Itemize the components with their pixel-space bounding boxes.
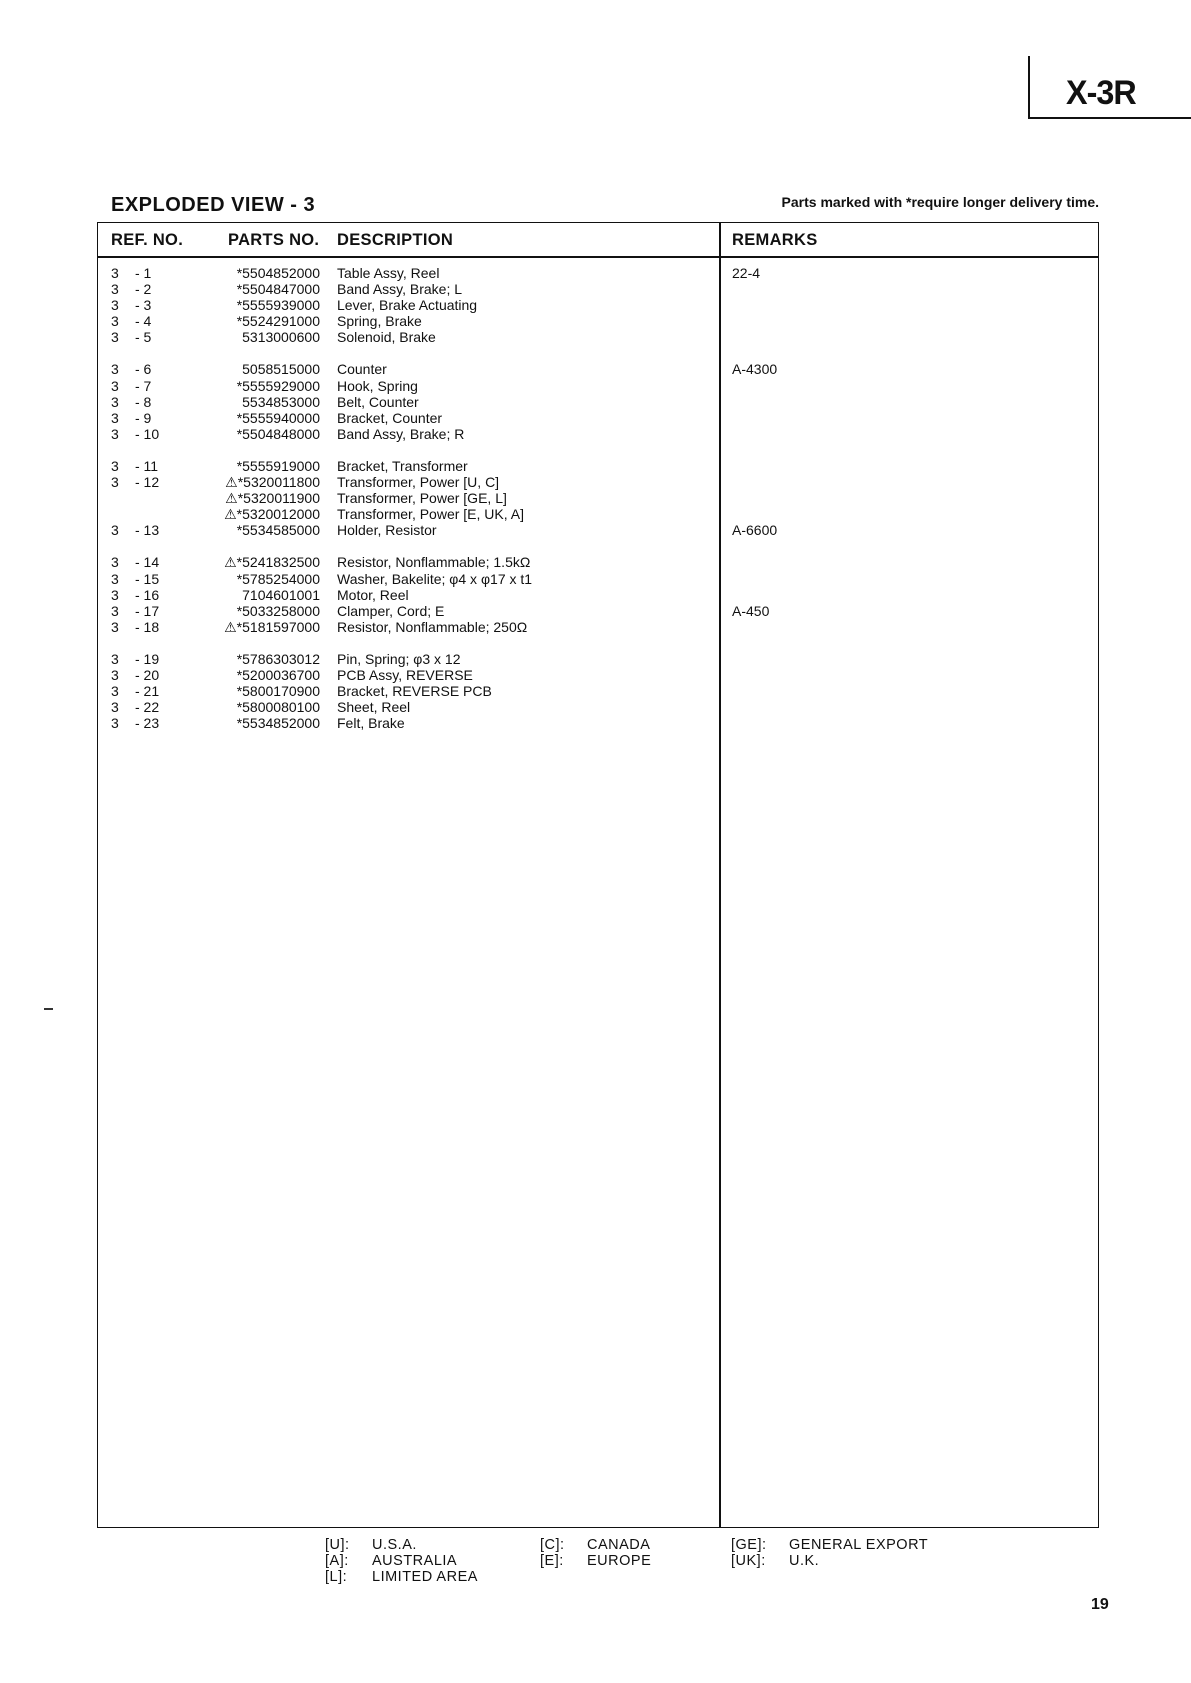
part-number: *5504848000 — [236, 425, 320, 442]
part-remark: A-6600 — [732, 522, 778, 539]
section-title: EXPLODED VIEW - 3 — [111, 194, 316, 216]
ref-no-section: 3 — [111, 618, 119, 635]
ref-no-item: - 15 — [135, 570, 160, 587]
legend-code: [UK]: — [731, 1553, 766, 1569]
ref-no-item: - 17 — [135, 602, 160, 619]
part-number: ⚠*5181597000 — [224, 618, 320, 635]
ref-no-item: - 4 — [135, 313, 152, 330]
table-row — [0, 522, 1191, 538]
part-number: *5555919000 — [236, 457, 320, 474]
ref-no-section: 3 — [111, 683, 119, 700]
ref-no-section: 3 — [111, 281, 119, 298]
ref-no-section: 3 — [111, 361, 119, 378]
part-description: Clamper, Cord; E — [337, 602, 445, 619]
part-description: Washer, Bakelite; φ4 x φ17 x t1 — [337, 570, 533, 587]
legend-name: CANADA — [587, 1537, 651, 1553]
legend-entry-australia — [325, 1553, 525, 1569]
ref-no-item: - 10 — [135, 425, 160, 442]
part-description: PCB Assy, REVERSE — [337, 666, 473, 683]
table-row — [0, 297, 1191, 313]
ref-no-item: - 13 — [135, 522, 160, 539]
part-description: Transformer, Power [E, UK, A] — [337, 506, 524, 523]
table-row — [0, 378, 1191, 394]
column-header-parts-no: PARTS NO. — [228, 231, 320, 249]
legend-name: LIMITED AREA — [372, 1569, 478, 1585]
table-row — [0, 506, 1191, 522]
ref-no-section: 3 — [111, 554, 119, 571]
part-number: *5504847000 — [236, 281, 320, 298]
part-description: Holder, Resistor — [337, 522, 437, 539]
ref-no-item: - 3 — [135, 297, 152, 314]
table-row — [0, 329, 1191, 345]
part-description: Band Assy, Brake; R — [337, 425, 465, 442]
ref-no-item: - 2 — [135, 281, 152, 298]
ref-no-section: 3 — [111, 474, 119, 491]
part-description: Bracket, Transformer — [337, 457, 468, 474]
table-row — [0, 619, 1191, 635]
table-row — [0, 490, 1191, 506]
legend-entry-europe — [540, 1553, 680, 1569]
legend-group-2 — [540, 1537, 680, 1569]
table-row — [0, 410, 1191, 426]
ref-no-item: - 21 — [135, 683, 160, 700]
part-description: Resistor, Nonflammable; 1.5kΩ — [337, 554, 531, 571]
ref-no-item: - 7 — [135, 377, 152, 394]
legend-name: GENERAL EXPORT — [789, 1537, 929, 1553]
ref-no-section: 3 — [111, 265, 119, 281]
table-row — [0, 651, 1191, 667]
table-row — [0, 313, 1191, 329]
ref-no-section: 3 — [111, 522, 119, 539]
part-description: Band Assy, Brake; L — [337, 281, 463, 298]
part-description: Bracket, REVERSE PCB — [337, 683, 492, 700]
part-number: ⚠*5320012000 — [224, 506, 320, 523]
ref-no-item: - 16 — [135, 586, 160, 603]
part-description: Pin, Spring; φ3 x 12 — [337, 650, 461, 667]
part-number: 7104601001 — [242, 586, 320, 603]
margin-mark — [44, 1008, 53, 1010]
part-description: Transformer, Power [GE, L] — [337, 490, 507, 507]
part-number: *5534585000 — [236, 522, 320, 539]
legend-code: [C]: — [540, 1537, 565, 1553]
part-remark: 22-4 — [732, 265, 761, 281]
table-row — [0, 361, 1191, 377]
column-header-remarks: REMARKS — [732, 231, 818, 249]
ref-no-section: 3 — [111, 425, 119, 442]
legend-entry-uk — [731, 1553, 981, 1569]
table-row — [0, 715, 1191, 731]
legend-group-3 — [731, 1537, 981, 1569]
model-number: X-3R — [1066, 74, 1136, 112]
ref-no-item: - 5 — [135, 329, 152, 346]
part-remark: A-450 — [732, 602, 770, 619]
ref-no-item: - 19 — [135, 650, 160, 667]
table-header-rule — [97, 256, 1099, 258]
part-number: ⚠*5320011800 — [225, 474, 320, 491]
table-row — [0, 699, 1191, 715]
column-header-ref-no: REF. NO. — [111, 231, 184, 249]
part-description: Spring, Brake — [337, 313, 422, 330]
part-number: *5534852000 — [236, 715, 320, 732]
ref-no-section: 3 — [111, 297, 119, 314]
part-number: *5800080100 — [236, 699, 320, 716]
table-row — [0, 394, 1191, 410]
table-row — [0, 603, 1191, 619]
delivery-note: Parts marked with *require longer delivery time. — [781, 194, 1099, 210]
legend-entry-usa — [325, 1537, 525, 1553]
ref-no-section: 3 — [111, 650, 119, 667]
ref-no-item: - 9 — [135, 409, 152, 426]
part-description: Resistor, Nonflammable; 250Ω — [337, 618, 528, 635]
part-number: *5785254000 — [236, 570, 320, 587]
ref-no-item: - 6 — [135, 361, 152, 378]
table-row — [0, 667, 1191, 683]
legend-code: [GE]: — [731, 1537, 767, 1553]
part-description: Felt, Brake — [337, 715, 405, 732]
part-description: Table Assy, Reel — [337, 265, 440, 281]
ref-no-item: - 12 — [135, 474, 160, 491]
table-row — [0, 458, 1191, 474]
legend-code: [U]: — [325, 1537, 350, 1553]
part-description: Transformer, Power [U, C] — [337, 474, 500, 491]
page-number: 19 — [1091, 1596, 1109, 1613]
ref-no-item: - 11 — [135, 457, 159, 474]
part-description: Counter — [337, 361, 387, 378]
ref-no-section: 3 — [111, 393, 119, 410]
ref-no-item: - 8 — [135, 393, 152, 410]
ref-no-section: 3 — [111, 457, 119, 474]
ref-no-item: - 14 — [135, 554, 160, 571]
legend-name: U.K. — [789, 1553, 820, 1569]
part-description: Bracket, Counter — [337, 409, 443, 426]
part-number: ⚠*5241832500 — [224, 554, 320, 571]
part-number: *5555939000 — [236, 297, 320, 314]
legend-entry-general-export — [731, 1537, 981, 1553]
part-remark: A-4300 — [732, 361, 778, 378]
ref-no-section: 3 — [111, 570, 119, 587]
model-frame-vertical-rule — [1028, 56, 1030, 119]
part-number: 5534853000 — [242, 393, 320, 410]
ref-no-section: 3 — [111, 666, 119, 683]
column-header-description: DESCRIPTION — [337, 231, 454, 249]
ref-no-section: 3 — [111, 377, 119, 394]
part-number: 5313000600 — [242, 329, 320, 346]
table-row — [0, 554, 1191, 570]
ref-no-section: 3 — [111, 602, 119, 619]
part-number: ⚠*5320011900 — [225, 490, 320, 507]
ref-no-item: - 1 — [135, 265, 152, 281]
table-row — [0, 587, 1191, 603]
legend-name: U.S.A. — [372, 1537, 417, 1553]
legend-code: [L]: — [325, 1569, 348, 1585]
part-description: Lever, Brake Actuating — [337, 297, 478, 314]
table-row — [0, 683, 1191, 699]
part-description: Belt, Counter — [337, 393, 419, 410]
legend-name: AUSTRALIA — [372, 1553, 458, 1569]
part-description: Sheet, Reel — [337, 699, 411, 716]
ref-no-item: - 18 — [135, 618, 160, 635]
ref-no-item: - 20 — [135, 666, 160, 683]
legend-code: [A]: — [325, 1553, 349, 1569]
ref-no-section: 3 — [111, 715, 119, 732]
ref-no-item: - 22 — [135, 699, 160, 716]
part-number: *5504852000 — [236, 265, 320, 281]
table-row — [0, 281, 1191, 297]
ref-no-section: 3 — [111, 313, 119, 330]
part-description: Hook, Spring — [337, 377, 418, 394]
part-number: *5555940000 — [236, 409, 320, 426]
part-number: *5524291000 — [236, 313, 320, 330]
table-row — [0, 474, 1191, 490]
legend-group-1 — [325, 1537, 525, 1585]
table-row — [0, 426, 1191, 442]
part-number: *5200036700 — [236, 666, 320, 683]
model-frame-horizontal-rule — [1028, 117, 1191, 119]
part-description: Motor, Reel — [337, 586, 409, 603]
legend-entry-canada — [540, 1537, 680, 1553]
legend-name: EUROPE — [587, 1553, 652, 1569]
part-number: *5555929000 — [236, 377, 320, 394]
ref-no-section: 3 — [111, 699, 119, 716]
ref-no-section: 3 — [111, 409, 119, 426]
legend-entry-limited-area — [325, 1569, 525, 1585]
ref-no-item: - 23 — [135, 715, 160, 732]
part-number: *5800170900 — [236, 683, 320, 700]
part-number: *5786303012 — [236, 650, 320, 667]
part-description: Solenoid, Brake — [337, 329, 436, 346]
table-row — [0, 265, 1191, 281]
part-number: *5033258000 — [236, 602, 320, 619]
parts-list — [0, 265, 1191, 731]
ref-no-section: 3 — [111, 329, 119, 346]
table-row — [0, 571, 1191, 587]
ref-no-section: 3 — [111, 586, 119, 603]
part-number: 5058515000 — [242, 361, 320, 378]
legend-code: [E]: — [540, 1553, 564, 1569]
